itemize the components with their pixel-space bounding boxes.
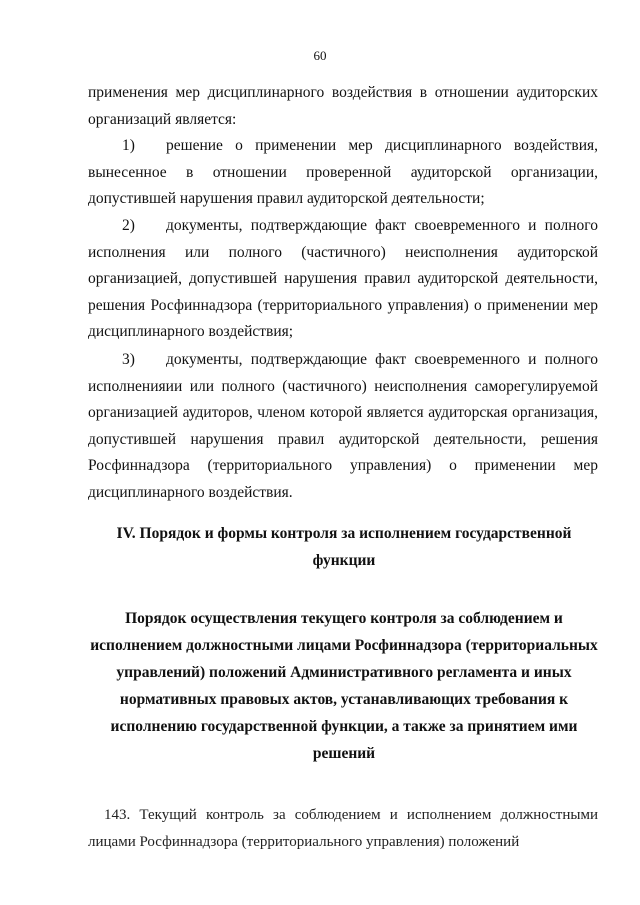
subsection-heading: Порядок осуществления текущего контроля за соблюдением и исполнением должностными лицами Росфиннадзора (территориальных управлений) положений Административного регламента и иных нормативных правовых актов, устанавливающих требования к исполнению государственной функции, а также за принятием ими решений [90,610,598,762]
intro-paragraph: применения мер дисциплинарного воздействия в отношении аудиторских организаций является: [88,84,598,128]
list-item-number: 3) [122,351,135,368]
section-heading: IV. Порядок и формы контроля за исполнением государственной функции [116,525,572,569]
list-item-text: документы, подтверждающие факт своевременного и полного исполненияии или полного (частичного) неисполнения саморегулируемой организацией аудиторов, членом которой является аудиторская организация, допустившей нарушения правил аудиторской деятельности, решения Росфиннадзора (территориального управления) о применении мер дисциплинарного воздействия. [88,351,598,501]
list-item-number: 2) [122,217,135,234]
list-item-3 [88,347,598,506]
paragraph-143: 143. Текущий контроль за соблюдением и исполнением должностными лицами Росфиннадзора (территориального управления) положений [88,807,598,850]
list-item-text: решение о применении мер дисциплинарного воздействия, вынесенное в отношении проверенной аудиторской организации, допустившей нарушения правил аудиторской деятельности; [88,137,598,207]
page-number: 60 [313,48,327,63]
list-item-2 [88,213,598,346]
list-item-1 [88,133,598,213]
list-item-text: документы, подтверждающие факт своевременного и полного исполнения или полного (частичного) неисполнения аудиторской организацией, допустившей нарушения правил аудиторской деятельности, решения Росфиннадзора (территориального управления) о применении мер дисциплинарного воздействия; [88,217,598,340]
list-item-number: 1) [122,137,135,154]
